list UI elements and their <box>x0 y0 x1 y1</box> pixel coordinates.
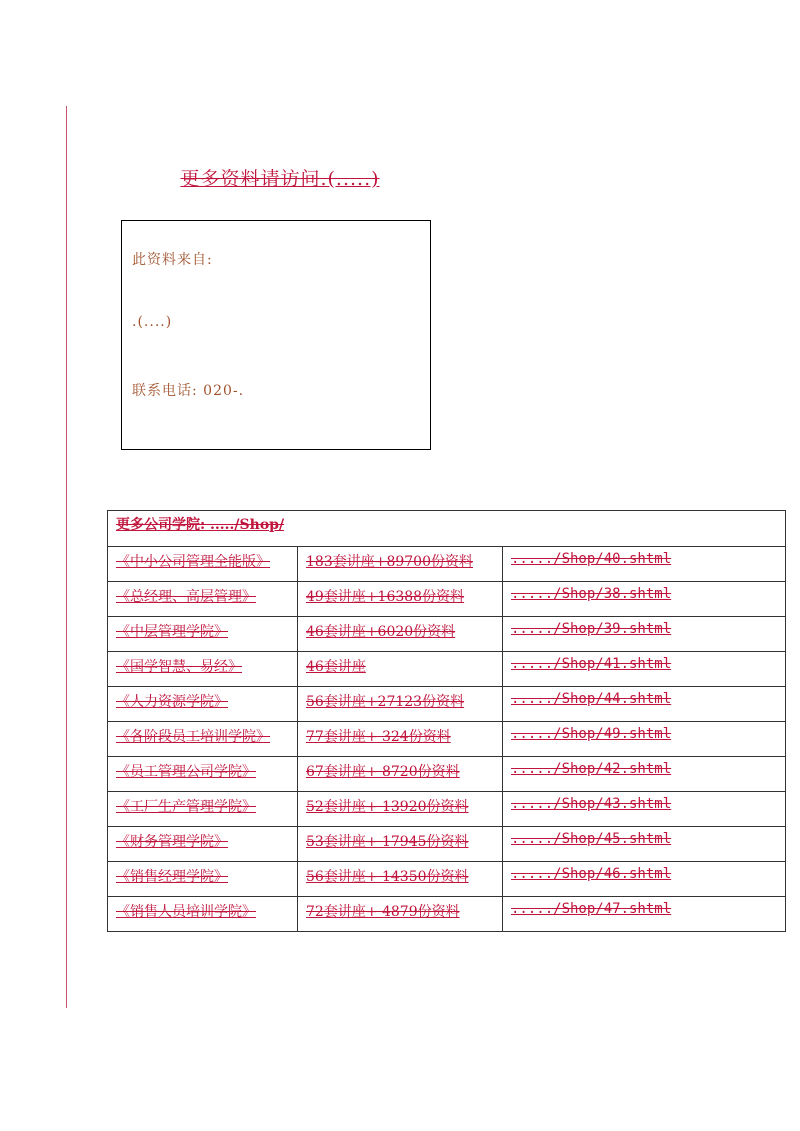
table-row <box>108 897 786 932</box>
table-row <box>108 687 786 722</box>
academy-description-link[interactable]: 46套讲座 <box>298 652 503 687</box>
academy-name-link[interactable]: 《员工管理公司学院》 <box>108 757 298 792</box>
academy-url-link[interactable]: ...../Shop/45.shtml <box>503 827 786 862</box>
academy-description-link[interactable]: 67套讲座+ 8720份资料 <box>298 757 503 792</box>
academy-name-link[interactable]: 《中层管理学院》 <box>108 617 298 652</box>
academy-name-link[interactable]: 《财务管理学院》 <box>108 827 298 862</box>
academy-description-link[interactable]: 183套讲座+89700份资料 <box>298 547 503 582</box>
table-row <box>108 792 786 827</box>
academy-description-link[interactable]: 49套讲座+16388份资料 <box>298 582 503 617</box>
academy-url-link[interactable]: ...../Shop/42.shtml <box>503 757 786 792</box>
academy-description-link[interactable]: 52套讲座+ 13920份资料 <box>298 792 503 827</box>
academy-description-link[interactable]: 46套讲座+6020份资料 <box>298 617 503 652</box>
academy-url-link[interactable]: ...../Shop/44.shtml <box>503 687 786 722</box>
academy-name-link[interactable]: 《国学智慧、易经》 <box>108 652 298 687</box>
table-header-row <box>108 511 786 547</box>
table-row <box>108 757 786 792</box>
table-row <box>108 547 786 582</box>
table-row <box>108 617 786 652</box>
academy-url-link[interactable]: ...../Shop/49.shtml <box>503 722 786 757</box>
academy-description-link[interactable]: 77套讲座+ 324份资料 <box>298 722 503 757</box>
table-row <box>108 722 786 757</box>
academy-url-link[interactable]: ...../Shop/41.shtml <box>503 652 786 687</box>
source-label: 此资料来自: <box>132 252 213 268</box>
academy-url-link[interactable]: ...../Shop/40.shtml <box>503 547 786 582</box>
academy-description-link[interactable]: 53套讲座+ 17945份资料 <box>298 827 503 862</box>
academy-name-link[interactable]: 《各阶段员工培训学院》 <box>108 722 298 757</box>
academy-name-link[interactable]: 《销售人员培训学院》 <box>108 897 298 932</box>
academy-description-link[interactable]: 56套讲座+27123份资料 <box>298 687 503 722</box>
contact-phone: 联系电话: 020-. <box>132 383 245 399</box>
academy-name-link[interactable]: 《中小公司管理全能版》 <box>108 547 298 582</box>
academy-description-link[interactable]: 56套讲座+ 14350份资料 <box>298 862 503 897</box>
academy-description-link[interactable]: 72套讲座+ 4879份资料 <box>298 897 503 932</box>
academy-url-link[interactable]: ...../Shop/47.shtml <box>503 897 786 932</box>
table-row <box>108 582 786 617</box>
table-row <box>108 827 786 862</box>
academy-links-table <box>107 510 786 932</box>
academy-name-link[interactable]: 《工厂生产管理学院》 <box>108 792 298 827</box>
page-heading-link[interactable]: 更多资料请访问.(.....) <box>180 168 380 190</box>
academy-url-link[interactable]: ...../Shop/39.shtml <box>503 617 786 652</box>
more-academies-header[interactable]: 更多公司学院: ...../Shop/ <box>108 511 786 547</box>
academy-name-link[interactable]: 《人力资源学院》 <box>108 687 298 722</box>
table-row <box>108 652 786 687</box>
academy-url-link[interactable]: ...../Shop/43.shtml <box>503 792 786 827</box>
source-info-box <box>121 220 431 450</box>
table-row <box>108 862 786 897</box>
academy-url-link[interactable]: ...../Shop/46.shtml <box>503 862 786 897</box>
margin-rule <box>66 106 67 1008</box>
academy-name-link[interactable]: 《销售经理学院》 <box>108 862 298 897</box>
academy-url-link[interactable]: ...../Shop/38.shtml <box>503 582 786 617</box>
academy-name-link[interactable]: 《总经理、高层管理》 <box>108 582 298 617</box>
source-url: .(....) <box>132 314 173 330</box>
